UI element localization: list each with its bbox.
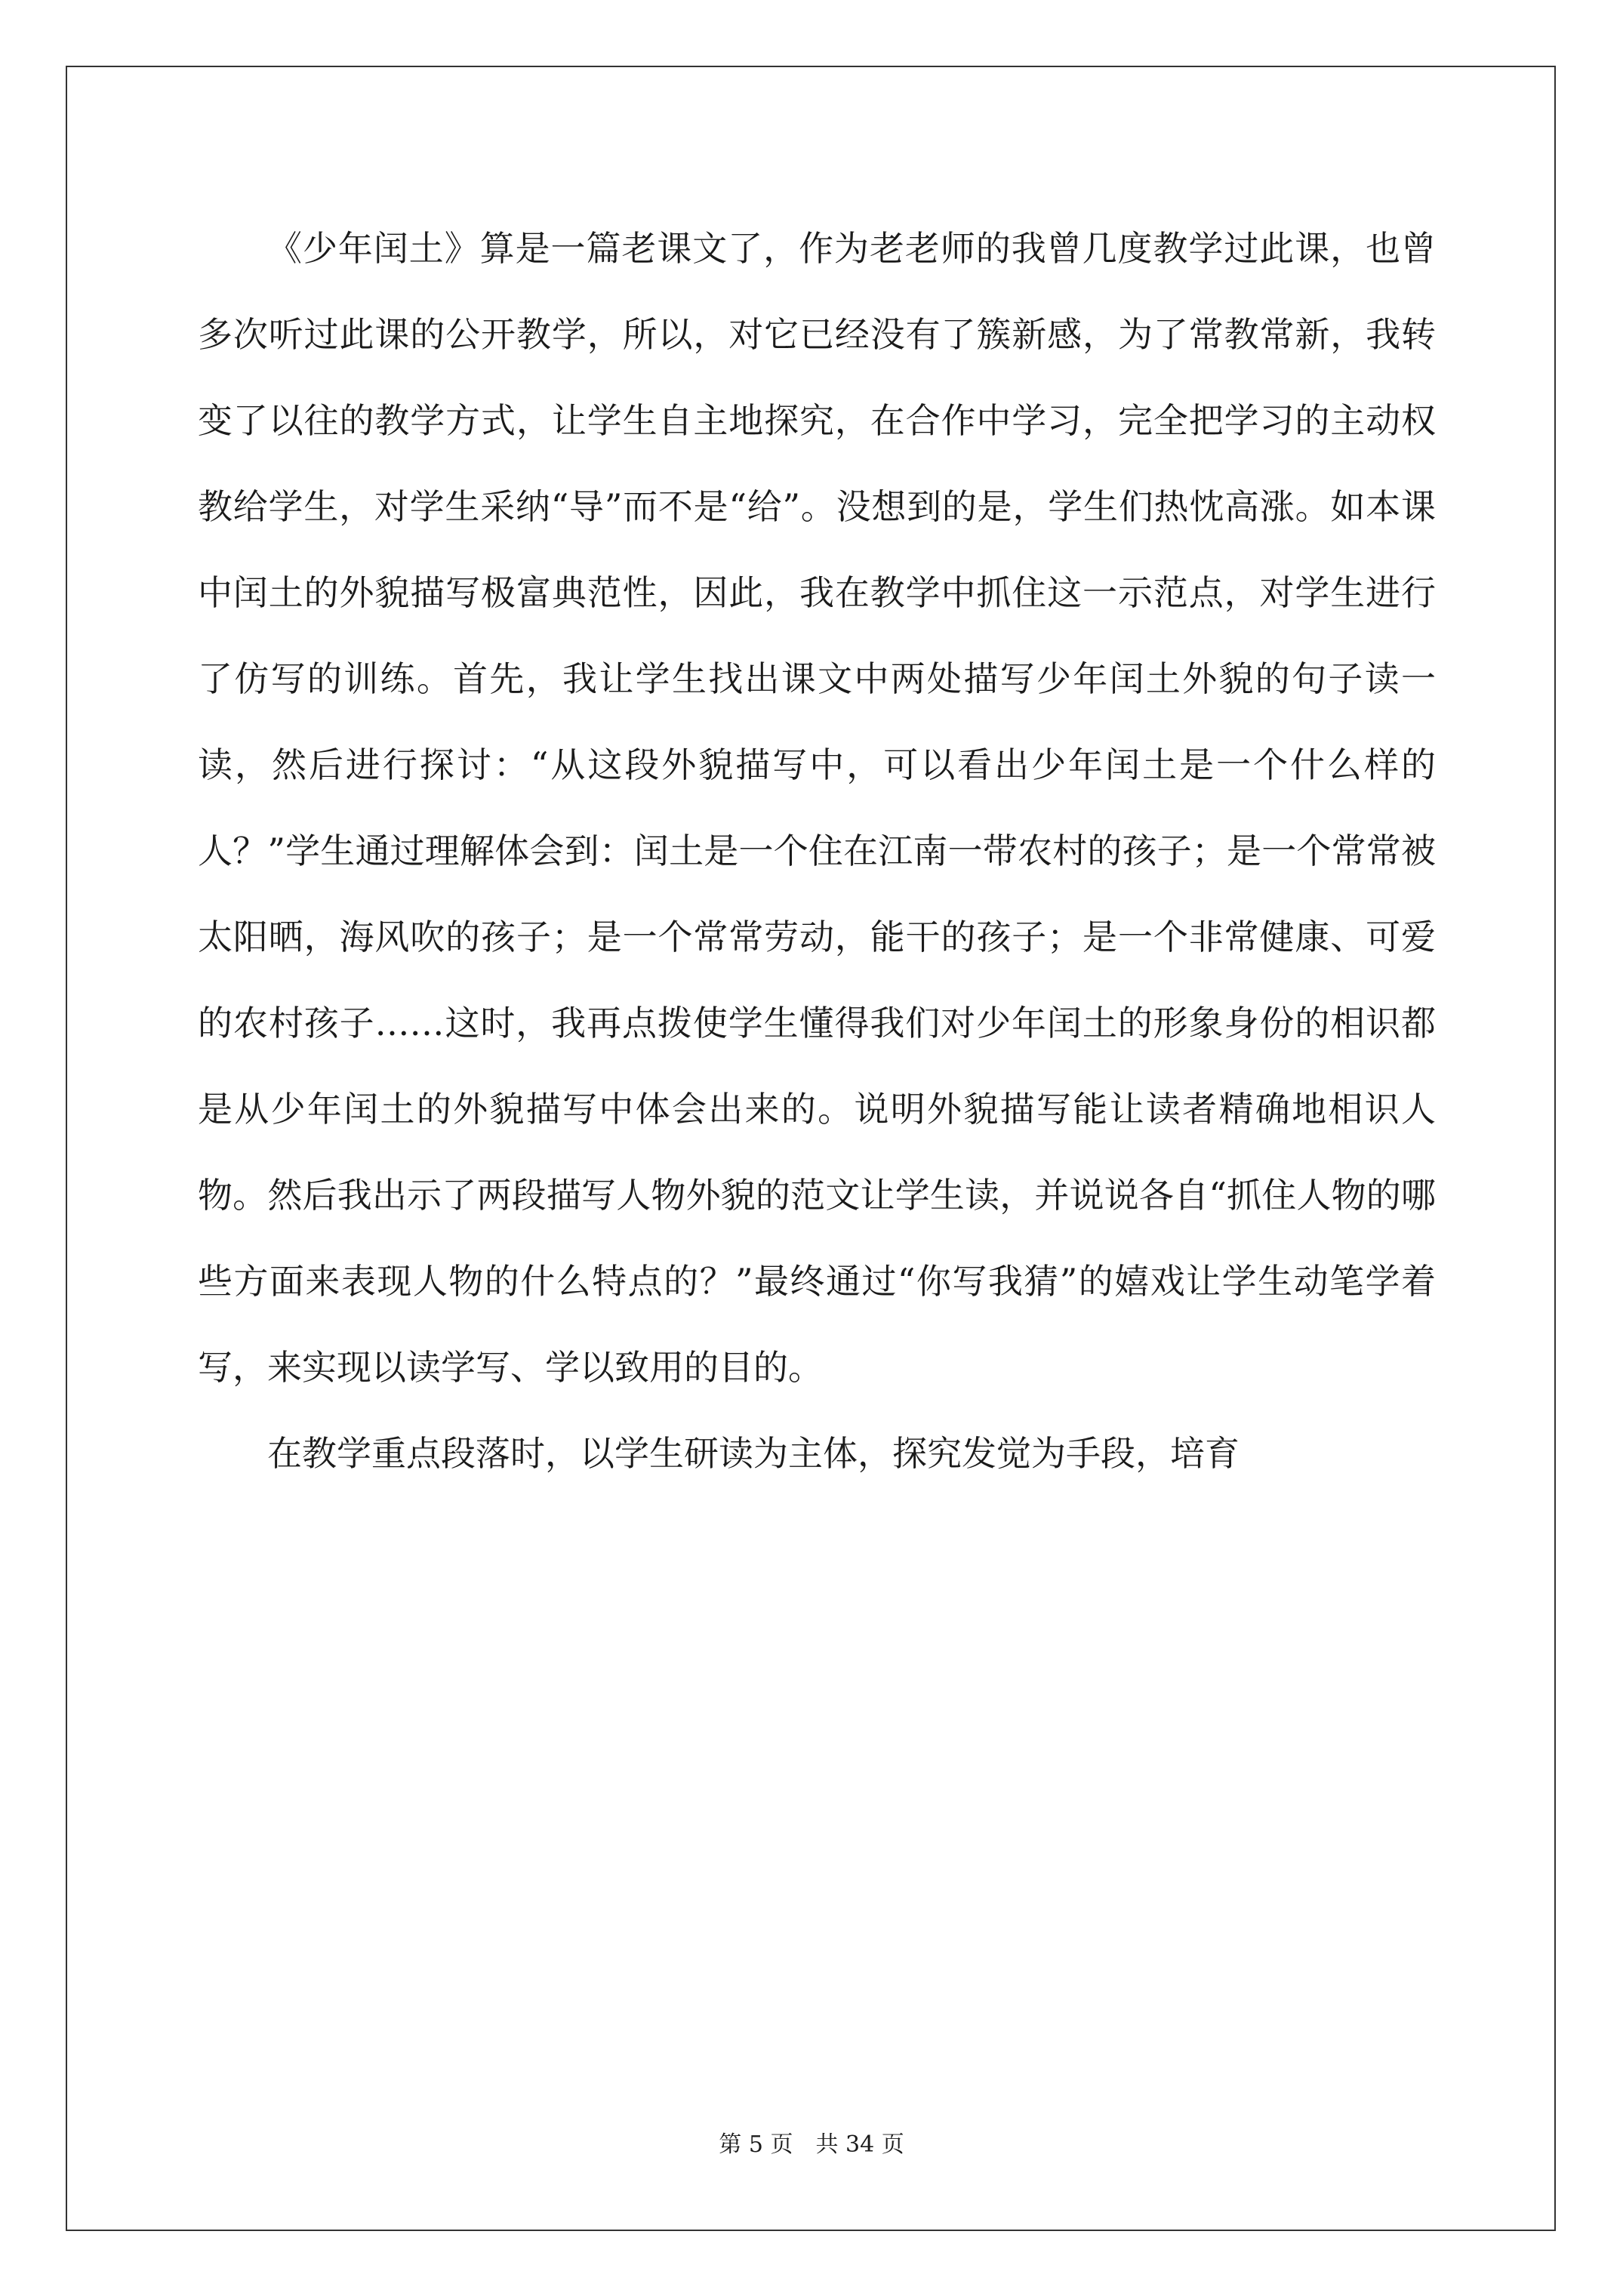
document-body [198,205,1436,1496]
page-number-footer: 第 5 页 共 34 页 [719,2131,904,2158]
paragraph-1: 《少年闰土》算是一篇老课文了，作为老老师的我曾几度教学过此课，也曾多次听过此课的公开教学，所以，对它已经没有了簇新感，为了常教常新，我转变了以往的教学方式，让学生自主地探究，在合作中学习，完全把学习的主动权教给学生，对学生采纳“导”而不是“给”。没想到的是，学生们热忱高涨。如本课中闰土的外貌描写极富典范性，因此，我在教学中抓住这一示范点，对学生进行了仿写的训练。首先，我让学生找出课文中两处描写少年闰土外貌的句子读一读，然后进行探讨：“从这段外貌描写中，可以看出少年闰土是一个什么样的人？”学生通过理解体会到：闰土是一个住在江南一带农村的孩子；是一个常常被太阳晒，海风吹的孩子；是一个常常劳动，能干的孩子；是一个非常健康、可爱的农村孩子……这时，我再点拨使学生懂得我们对少年闰土的形象身份的相识都是从少年闰土的外貌描写中体会出来的。说明外貌描写能让读者精确地相识人物。然后我出示了两段描写人物外貌的范文让学生读，并说说各自“抓住人物的哪些方面来表现人物的什么特点的？”最终通过“你写我猜”的嬉戏让学生动笔学着写，来实现以读学写、学以致用的目的。 [198,228,1436,1388]
paragraph-2: 在教学重点段落时，以学生研读为主体，探究发觉为手段，培育 [267,1433,1240,1474]
